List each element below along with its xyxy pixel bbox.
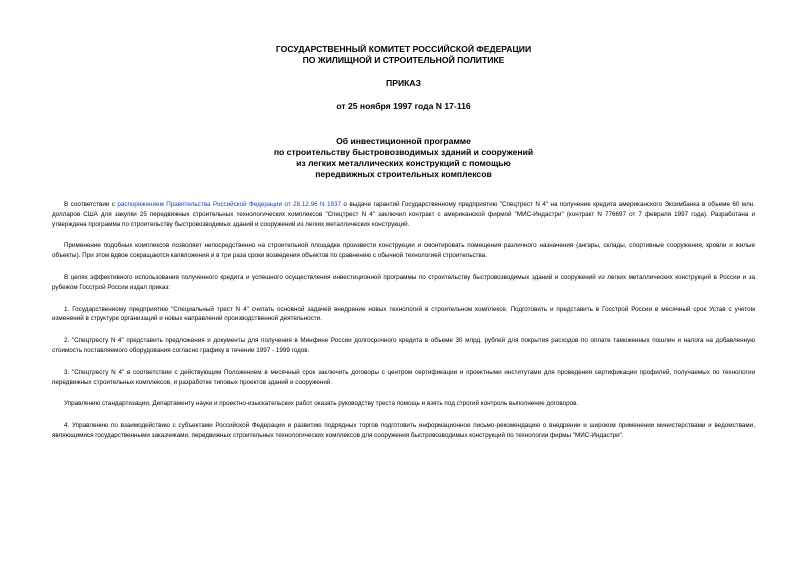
paragraph-application: Применение подобных комплексов позволяет непосредственно на строительной площадке произвести конструкции и смонтировать помещения различного назначения (ангары, склады, спортивные сооружения, кровли и жилые объекты). При этом вдвое сокращаются капвложения и в три раза сроки возведения объектов по сравнению с обычной технологией строительства. <box>52 242 755 260</box>
preamble-text-start: В соответствии с <box>64 201 118 208</box>
preamble-text-end: о выдаче гарантий Государственному предприятию "Спецтрест N 4" на получение кредита американского Эксимбанка в объеме 60 млн. долларов США для закупки 25 передвижных строительных технологических комплексов "Спецтрест N 4" заключил контракт с американской фирмой "МИС-Индастри" (контракт N 776697 от 7 февраля 1997 года). Разработана и утверждена программа по строительству быстровозводимых зданий и сооружений из легких металлических конструкций. <box>52 201 755 228</box>
authority-line-2: ПО ЖИЛИЩНОЙ И СТРОИТЕЛЬНОЙ ПОЛИТИКЕ <box>302 55 505 65</box>
authority-line-1: ГОСУДАРСТВЕННЫЙ КОМИТЕТ РОССИЙСКОЙ ФЕДЕРАЦИИ <box>275 44 532 54</box>
title-line-2: по строительству быстровозводимых зданий и сооружений <box>273 147 534 157</box>
issuing-authority <box>52 44 755 66</box>
paragraph-preamble <box>52 200 755 229</box>
paragraph-item-2: 2. "Спецтресту N 4" представить предложения и документы для получения в Минфине России долгосрочного кредита в объеме 30 млрд. рублей для покрытия расходов по оплате таможенных пошлин и налога на добавленную стоимость поставляемого оборудования согласно графику в течение 1997 - 1999 годов. <box>52 337 755 354</box>
document-page <box>52 44 755 453</box>
paragraph-item-1: 1. Государственному предприятию "Специальный трест N 4" считать основной задачей внедрение новых технологий в строительном комплексе. Подготовить и представить в Госстрой России в месячный срок Устав с учетом изменений в структуре организаций и новых направлений производственной деятельности. <box>52 305 755 323</box>
paragraph-order-intro: В целях эффективного использования полученного кредита и успешного осуществления инвестиционной программы по строительству быстровозводимых зданий и сооружений из легких металлических конструкций в России и за рубежом Госстрой России издал приказ: <box>52 273 755 291</box>
document-type: ПРИКАЗ <box>386 78 421 88</box>
government-order-link[interactable]: распоряжением Правительства Российской Федерации от 28.12.96 N 1937 <box>117 201 342 208</box>
title-line-1: Об инвестиционной программе <box>336 136 471 146</box>
paragraph-item-4: 4. Управлению по взаимодействию с субъектами Российской Федерации и развитию подрядных торгов подготовить информационное письмо-рекомендацию о внедрении и широком применении министерствами и ведомствами, являющимися государственными заказчиками, передвижных строительных технологических комплексов для сооружения быстровозводимых конструкций по технологии фирмы "МИС-Индастри". <box>52 422 755 439</box>
document-date-number: от 25 ноября 1997 года N 17-116 <box>336 101 471 111</box>
document-title <box>52 136 755 180</box>
title-line-3: из легких металлических конструкций с помощью <box>296 158 511 168</box>
paragraph-item-3: 3. "Спецтресту N 4" в соответствии с действующим Положением в месячный срок заключить договоры с центром сертификации и проектными институтами для проведения сертификации профилей, получаемых по технологии передвижных строительных комплексов, и разработке типовых проектов зданий и сооружений. <box>52 368 755 386</box>
title-line-4: передвижных строительных комплексов <box>315 169 492 179</box>
paragraph-standardization: Управлению стандартизации, Департаменту науки и проектно-изыскательских работ оказать руководству треста помощь и взять под строгий контроль выполнение договоров. <box>64 400 579 408</box>
